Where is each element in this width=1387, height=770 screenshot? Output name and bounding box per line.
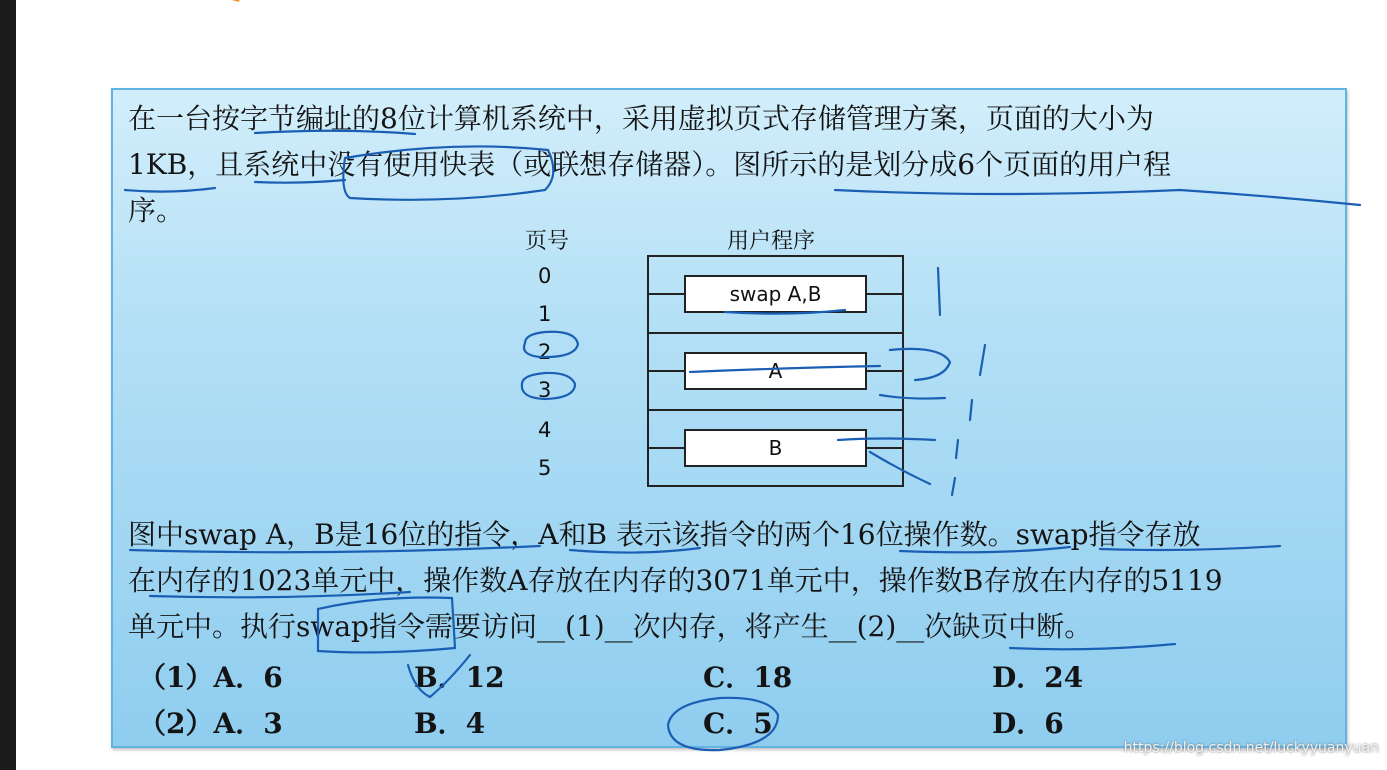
underline-stroke <box>570 548 700 553</box>
underline-stroke <box>900 547 1070 552</box>
question-line-4: 图中swap A，B是16位的指令，A和B 表示该指令的两个16位操作数。swap指令存放 <box>128 518 1201 551</box>
underline-stroke <box>1010 644 1175 649</box>
q2-option-a: （2）A．3 <box>138 707 283 740</box>
circle-stroke <box>343 146 553 199</box>
q1-option-b: B．12 <box>414 661 505 694</box>
q2-option-b: B．4 <box>414 707 486 740</box>
swap-instruction-box: swap A,B <box>684 275 867 313</box>
page-number-0: 0 <box>538 264 552 288</box>
arrow-stroke <box>870 452 930 484</box>
bracket-stroke <box>980 345 985 375</box>
q1-option-d: D．24 <box>992 661 1084 694</box>
arrow-stroke <box>890 349 950 380</box>
question-line-2: 1KB，且系统中没有使用快表（或联想存储器）。图所示的是划分成6个页面的用户程 <box>128 148 1172 181</box>
page-number-header: 页号 <box>525 229 570 254</box>
page-number-3: 3 <box>538 378 552 402</box>
question-line-5: 在内存的1023单元中，操作数A存放在内存的3071单元中，操作数B存放在内存的5119 <box>128 564 1223 597</box>
arrow-stroke <box>838 439 935 441</box>
q2-option-c: C．5 <box>703 707 773 740</box>
user-program-header: 用户程序 <box>727 229 816 254</box>
bracket-stroke <box>956 440 958 458</box>
arrow-stroke <box>880 395 945 399</box>
question-line-3: 序。 <box>128 194 185 227</box>
bracket-stroke <box>970 400 972 420</box>
page-number-5: 5 <box>538 456 552 480</box>
circle-stroke <box>668 698 778 750</box>
circle-stroke <box>522 373 575 399</box>
q2-option-d: D．6 <box>992 707 1064 740</box>
q1-option-a: （1）A．6 <box>138 661 283 694</box>
underline-stroke <box>130 546 540 552</box>
question-line-6: 单元中。执行swap指令需要访问__(1)__次内存，将产生__(2)__次缺页中断。 <box>128 610 1093 643</box>
page-number-1: 1 <box>538 302 552 326</box>
check-stroke <box>408 655 470 697</box>
circle-stroke <box>318 597 455 652</box>
underline-stroke <box>725 310 845 314</box>
bracket-stroke <box>952 478 955 495</box>
operand-a-box: A <box>684 352 867 390</box>
page-number-2: 2 <box>538 340 552 364</box>
underline-stroke <box>125 188 215 192</box>
underline-stroke <box>1100 546 1280 550</box>
underline-stroke <box>150 592 410 597</box>
strike-stroke <box>690 366 880 372</box>
page-number-4: 4 <box>538 418 552 442</box>
question-line-1: 在一台按字节编址的8位计算机系统中，采用虚拟页式存储管理方案，页面的大小为 <box>128 102 1154 135</box>
q1-option-c: C．18 <box>703 661 793 694</box>
watermark-url: https://blog.csdn.net/luckyyuanyuan <box>1123 740 1379 756</box>
operand-b-box: B <box>684 429 867 467</box>
bracket-stroke <box>938 268 940 315</box>
underline-stroke <box>255 131 415 134</box>
circle-stroke <box>524 332 578 357</box>
underline-stroke <box>835 190 1360 205</box>
underline-stroke <box>255 180 345 183</box>
